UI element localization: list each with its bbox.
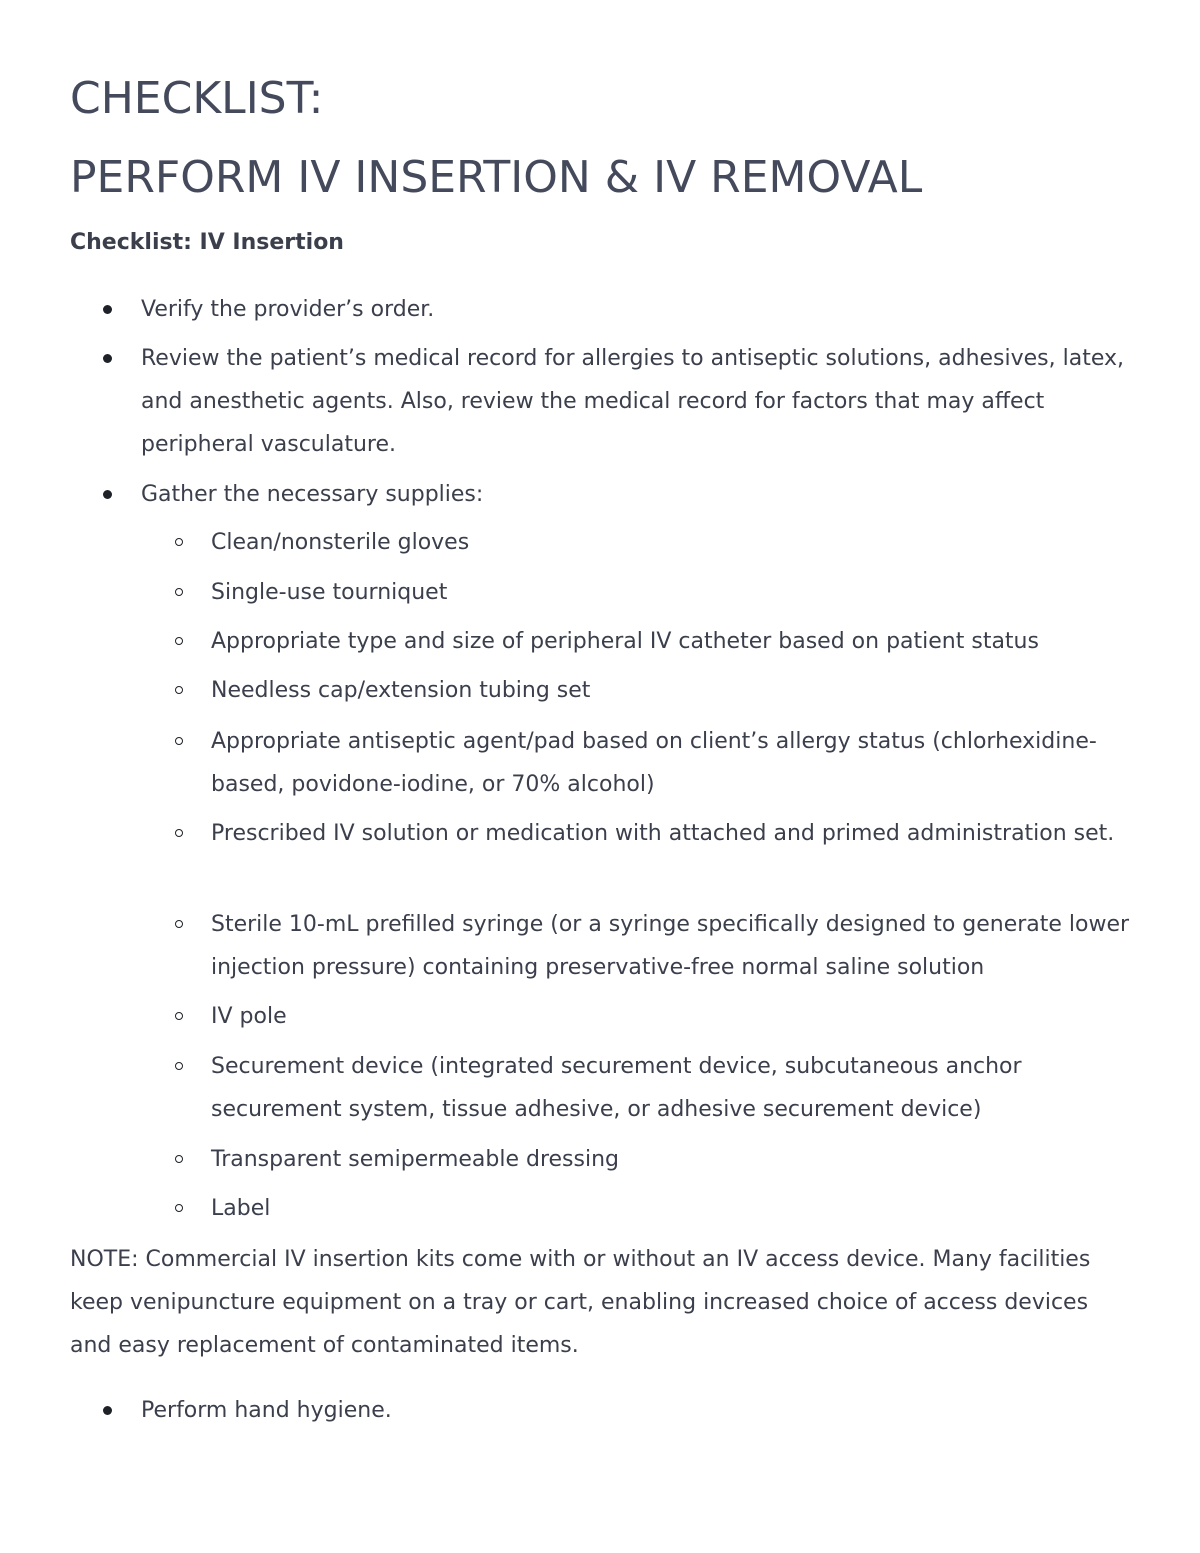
step-text: Review the patient’s medical record for allergies to antiseptic solutions, adhesives, latex, and anesthetic agents. Also, review the medical record for factors that may affect peripheral vasculature. (141, 346, 1125, 457)
bullet-dot-icon (103, 1406, 112, 1415)
supply-item (211, 720, 1136, 806)
bullet-circle-icon (175, 637, 183, 645)
bullet-circle-icon (175, 1012, 183, 1020)
bullet-circle-icon (175, 686, 183, 694)
supply-item (211, 1138, 1136, 1181)
supply-text: Label (211, 1196, 271, 1221)
supply-item (211, 1045, 1136, 1131)
bullet-dot-icon (103, 490, 112, 499)
supply-item (211, 995, 1136, 1038)
supply-text: Single-use tourniquet (211, 580, 448, 605)
supply-item (211, 669, 1136, 712)
note-paragraph: NOTE: Commercial IV insertion kits come with or without an IV access device. Many facilities keep venipuncture equipment on a tray or cart, enabling increased choice of access devices and easy replacement of contaminated items. (70, 1247, 1091, 1358)
supply-text: IV pole (211, 1004, 287, 1029)
bullet-circle-icon (175, 920, 183, 928)
supply-text: Appropriate antiseptic agent/pad based on client’s allergy status (chlorhexidine-based, povidone-iodine, or 70% alcohol) (211, 729, 1097, 797)
list-item (141, 473, 1131, 516)
step-text: Verify the provider’s order. (141, 297, 435, 322)
supply-item (211, 521, 1136, 564)
bullet-circle-icon (175, 737, 183, 745)
supply-text: Sterile 10-mL prefilled syringe (or a syringe specifically designed to generate lower injection pressure) containing preservative-free normal saline solution (211, 912, 1130, 980)
step-text: Perform hand hygiene. (141, 1398, 392, 1423)
bullet-dot-icon (103, 354, 112, 363)
supply-text: Clean/nonsterile gloves (211, 530, 470, 555)
supply-text: Appropriate type and size of peripheral IV catheter based on patient status (211, 629, 1039, 654)
supply-text: Needless cap/extension tubing set (211, 678, 591, 703)
bullet-circle-icon (175, 588, 183, 596)
section-heading: Checklist: IV Insertion (70, 230, 344, 255)
step-text: Gather the necessary supplies: (141, 482, 484, 507)
bullet-circle-icon (175, 1204, 183, 1212)
bullet-circle-icon (175, 1062, 183, 1070)
document-title-line-2: PERFORM IV INSERTION & IV REMOVAL (70, 152, 923, 203)
supply-item (211, 812, 1136, 855)
list-item (141, 288, 1131, 331)
supply-item (211, 571, 1136, 614)
supply-item (211, 620, 1136, 663)
bullet-circle-icon (175, 538, 183, 546)
document-title-line-1: CHECKLIST: (70, 73, 324, 124)
supply-text: Transparent semipermeable dressing (211, 1147, 619, 1172)
supply-text: Securement device (integrated securement device, subcutaneous anchor securement system, tissue adhesive, or adhesive securement device) (211, 1054, 1022, 1122)
bullet-circle-icon (175, 1155, 183, 1163)
bullet-circle-icon (175, 829, 183, 837)
list-item (141, 1389, 1131, 1432)
supply-text: Prescribed IV solution or medication with attached and primed administration set. (211, 821, 1115, 846)
supply-item (211, 903, 1136, 989)
supply-item (211, 1187, 1136, 1230)
bullet-dot-icon (103, 305, 112, 314)
list-item (141, 337, 1131, 466)
